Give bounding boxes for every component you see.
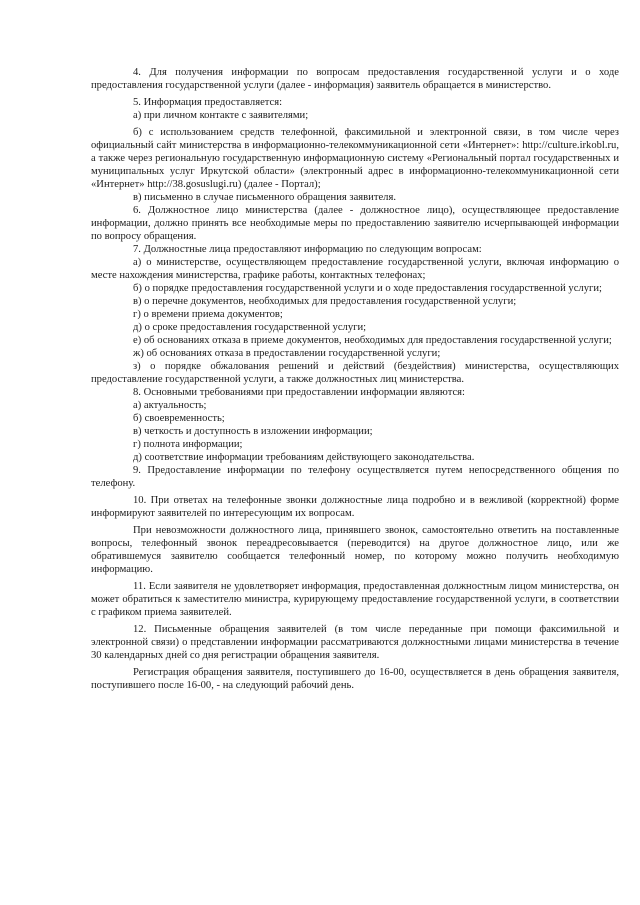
list-item-8a: а) актуальность; [133, 400, 207, 411]
list-item-7b: б) о порядке предоставления государственной услуги и о ходе предоставления государственной услуги; [133, 283, 602, 294]
list-item-7zh: ж) об основаниях отказа в предоставлении государственной услуги; [133, 348, 441, 359]
paragraph-9: 9. Предоставление информации по телефону осуществляется путем непосредственного общения по телефону. [91, 465, 619, 489]
paragraph-5: 5. Информация предоставляется: [133, 97, 283, 108]
document-body [91, 66, 619, 692]
list-item-7v: в) о перечне документов, необходимых для предоставления государственной услуги; [133, 296, 517, 307]
paragraph-4: 4. Для получения информации по вопросам предоставления государственной услуги и о ходе предоставления государственной услуги (далее - информация) заявитель обращается в министерство. [91, 67, 619, 91]
paragraph-8: 8. Основными требованиями при предоставлении информации являются: [133, 387, 465, 398]
paragraph-12: 12. Письменные обращения заявителей (в том числе переданные при помощи факсимильной и электронной связи) о представлении информации рассматриваются должностными лицами министерства в течение 30 календарных дней со дня регистрации обращения заявителя. [91, 624, 619, 661]
paragraph-6: 6. Должностное лицо министерства (далее - должностное лицо), осуществляющее предоставление информации, должно принять все необходимые меры по предоставлению заявителю исчерпывающей информации по вопросу обращения. [91, 205, 619, 242]
list-item-7a: а) о министерстве, осуществляющем предоставление государственной услуги, включая информацию о месте нахождения министерства, графике работы, контактных телефонах; [91, 257, 619, 281]
paragraph-7: 7. Должностные лица предоставляют информацию по следующим вопросам: [133, 244, 482, 255]
list-item-5b: б) с использованием средств телефонной, факсимильной и электронной связи, в том числе через официальный сайт министерства в информационно-телекоммуникационной сети «Интернет»: http://culture.irkobl.ru, а также через региональную государственную информационную систему «Региональный портал государственных и муниципальных услуг Иркутской области» (электронный адрес в информационно-телекоммуникационной сети «Интернет» http://38.gosuslugi.ru) (далее - Портал); [91, 127, 619, 190]
list-item-5v: в) письменно в случае письменного обращения заявителя. [133, 192, 396, 203]
list-item-8d: д) соответствие информации требованиям действующего законодательства. [133, 452, 475, 463]
list-item-7d: д) о сроке предоставления государственной услуги; [133, 322, 367, 333]
list-item-5a: а) при личном контакте с заявителями; [133, 110, 309, 121]
paragraph-11: 11. Если заявителя не удовлетворяет информация, предоставленная должностным лицом министерства, он может обратиться к заместителю министра, курирующему предоставление государственной услуги, в соответствии с графиком приема заявителей. [91, 581, 619, 618]
list-item-7z: з) о порядке обжалования решений и действий (бездействия) министерства, осуществляющих предоставление государственной услуги, а также должностных лиц министерства. [91, 361, 619, 385]
paragraph-12-registration: Регистрация обращения заявителя, поступившего до 16-00, осуществляется в день обращения заявителя, поступившего после 16-00, - на следующий рабочий день. [91, 667, 619, 691]
list-item-8v: в) четкость и доступность в изложении информации; [133, 426, 373, 437]
list-item-8g: г) полнота информации; [133, 439, 243, 450]
list-item-7e: е) об основаниях отказа в приеме документов, необходимых для предоставления государственной услуги; [133, 335, 612, 346]
paragraph-10: 10. При ответах на телефонные звонки должностные лица подробно и в вежливой (корректной) форме информируют заявителей по интересующим их вопросам. [91, 495, 619, 519]
list-item-7g: г) о времени приема документов; [133, 309, 283, 320]
paragraph-10-continued: При невозможности должностного лица, принявшего звонок, самостоятельно ответить на поставленные вопросы, телефонный звонок переадресовывается (переводится) на другое должностное лицо, или же обратившемуся заявителю сообщается телефонный номер, по которому можно получить необходимую информацию. [91, 525, 619, 575]
list-item-8b: б) своевременность; [133, 413, 225, 424]
